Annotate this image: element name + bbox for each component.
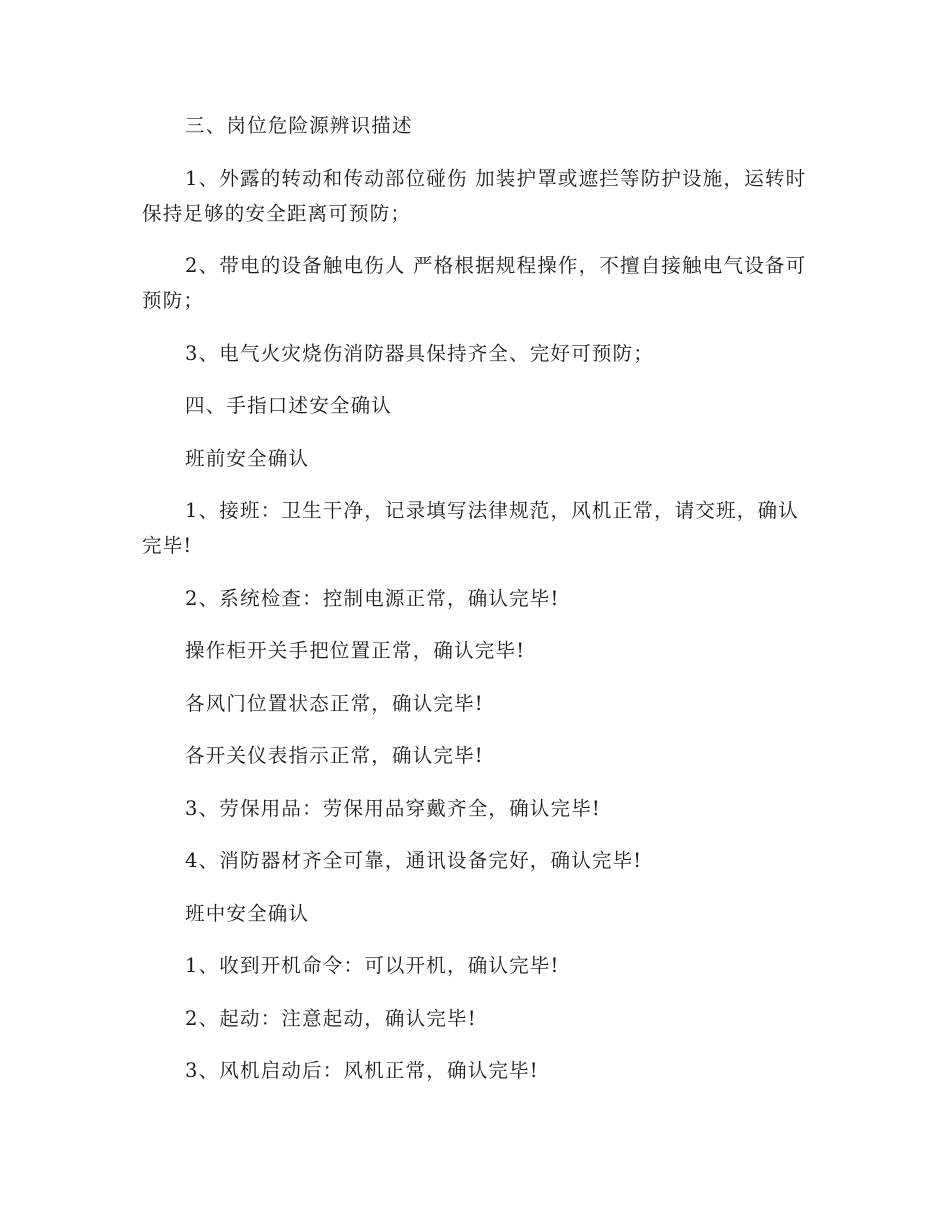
section-heading-confirmation: 四、手指口述安全确认 bbox=[185, 394, 393, 417]
mid-shift-item-2: 2、起动：注意起动，确认完毕! bbox=[185, 1006, 477, 1030]
document-body bbox=[142, 108, 808, 1106]
pre-shift-item-1: 1、接班：卫生干净，记录填写法律规范，风机正常，请交班，确认完毕! bbox=[142, 499, 799, 557]
hazard-item-1: 1、外露的转动和传动部位碰伤 加装护罩或遮拦等防护设施，运转时保持足够的安全距离可预防； bbox=[142, 166, 807, 225]
subheading-mid-shift: 班中安全确认 bbox=[185, 901, 310, 925]
hazard-item-2: 2、带电的设备触电伤人 严格根据规程操作，不擅自接触电气设备可预防； bbox=[142, 254, 807, 312]
section-heading-hazards: 三、岗位危险源辨识描述 bbox=[185, 114, 413, 137]
pre-shift-item-2-sub-3: 各开关仪表指示正常，确认完毕! bbox=[185, 744, 484, 767]
mid-shift-item-1: 1、收到开机命令：可以开机，确认完毕! bbox=[185, 954, 560, 977]
pre-shift-item-2-sub-1: 操作柜开关手把位置正常，确认完毕! bbox=[185, 639, 526, 662]
pre-shift-item-4: 4、消防器材齐全可靠，通讯设备完好，确认完毕! bbox=[185, 849, 643, 872]
hazard-item-3: 3、电气火灾烧伤消防器具保持齐全、完好可预防； bbox=[185, 341, 655, 365]
mid-shift-item-3: 3、风机启动后：风机正常，确认完毕! bbox=[185, 1059, 539, 1082]
pre-shift-item-3: 3、劳保用品：劳保用品穿戴齐全，确认完毕! bbox=[185, 796, 601, 820]
subheading-pre-shift: 班前安全确认 bbox=[185, 446, 310, 470]
pre-shift-item-2: 2、系统检查：控制电源正常，确认完毕! bbox=[185, 586, 560, 610]
pre-shift-item-2-sub-2: 各风门位置状态正常，确认完毕! bbox=[185, 691, 484, 715]
